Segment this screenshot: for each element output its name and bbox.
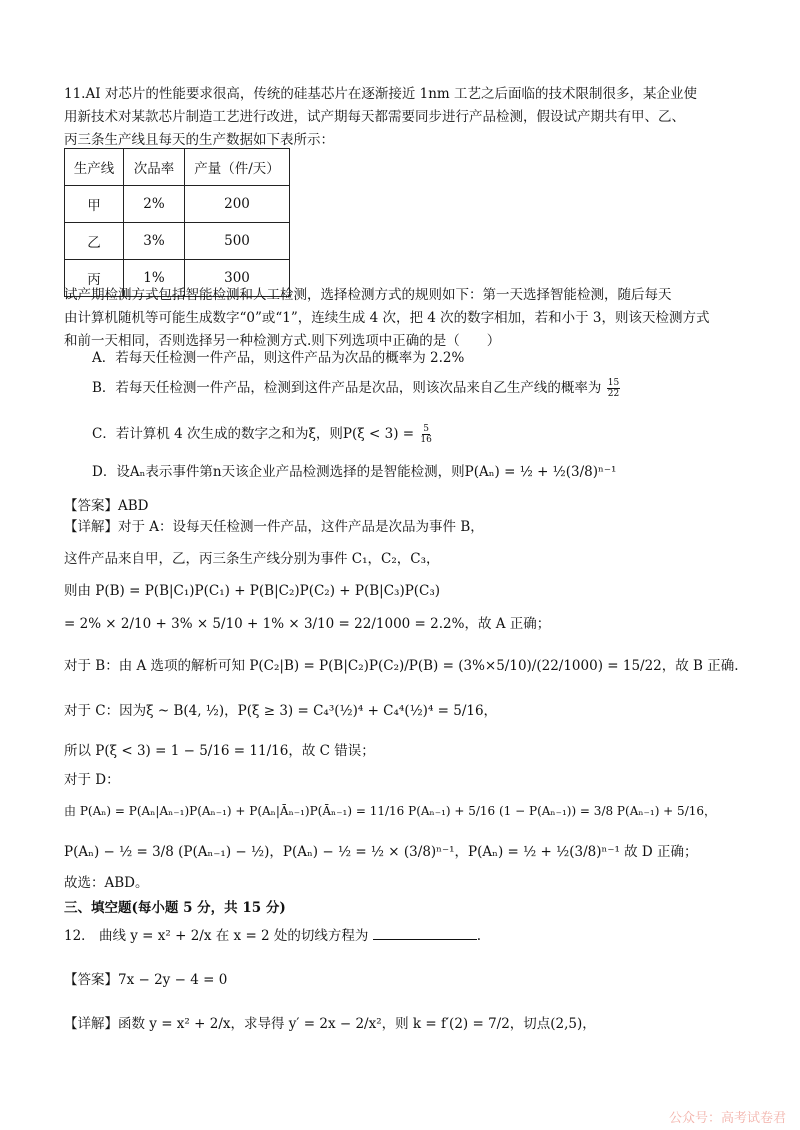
option-b-text: B．若每天任检测一件产品，检测到这件产品是次品，则该次品来自乙生产线的概率为 [92,380,602,396]
fraction-denominator: 16 [420,435,432,445]
table-header-cell: 次品率 [124,149,185,186]
table-cell: 2% [124,186,185,223]
table-cell: 3% [124,223,185,260]
fraction-denominator: 22 [607,389,620,399]
q11-detail-line: 对于 B：由 A 选项的解析可知 P(C₂|B) = P(B|C₂)P(C₂)/P(B) = (3%×5/10)/(22/1000) = 15/22，故 B 正确. [64,658,739,674]
q11-detail-line: 【详解】对于 A：设每天任检测一件产品，这件产品是次品为事件 B， [64,519,484,535]
q12-stem-end: . [476,928,482,944]
q11-detail-line: 对于 D： [64,772,120,788]
table-header-cell: 产量（件/天） [185,149,290,186]
fraction-numerator: 5 [423,424,429,434]
table-cell: 200 [185,186,290,223]
option-c [92,424,434,445]
q11-intro-line-3: 丙三条生产线且每天的生产数据如下表所示： [64,132,334,148]
q12-stem [64,925,481,946]
q11-detail-line: P(Aₙ) − ½ = 3/8 (P(Aₙ₋₁) − ½)，P(Aₙ) − ½ = ½ × (3/8)ⁿ⁻¹，P(Aₙ) = ½ + ½(3/8)ⁿ⁻¹ 故 D 正确； [64,844,698,860]
option-b-fraction [607,378,620,399]
q11-rule-line-1: 试产期检测方式包括智能检测和人工检测，选择检测方式的规则如下：第一天选择智能检测，随后每天 [64,287,672,303]
option-c-fraction [419,424,432,445]
table-row [65,186,290,223]
table-cell: 甲 [65,186,124,223]
q11-rule-line-2: 由计算机随机等可能生成数字“0”或“1”，连续生成 4 次，把 4 次的数字相加，若和小于 3，则该天检测方式 [64,310,710,326]
q11-detail-line: 这件产品来自甲，乙，丙三条生产线分别为事件 C₁，C₂，C₃， [64,551,440,567]
table-cell: 丙 [65,260,124,297]
table-cell: 1% [124,260,185,297]
table-cell: 500 [185,223,290,260]
q12-detail: 【详解】函数 y = x² + 2/x，求导得 y′ = 2x − 2/x²，则 k = f′(2) = 7/2，切点(2,5)， [64,1016,596,1032]
fraction-numerator: 15 [607,378,620,388]
q11-detail-line: 所以 P(ξ < 3) = 1 − 5/16 = 11/16，故 C 错误； [64,743,375,759]
option-b [92,378,621,399]
table-cell: 乙 [65,223,124,260]
q11-detail-line: 故选：ABD。 [64,875,149,891]
watermark: 公众号：高考试卷君 [668,1111,786,1126]
q11-detail-line: 对于 C：因为ξ ~ B(4, ½)，P(ξ ≥ 3) = C₄³(½)⁴ + C₄⁴(½)⁴ = 5/16， [64,703,498,719]
option-a: A．若每天任检测一件产品，则这件产品为次品的概率为 2.2% [92,350,465,366]
table-cell: 300 [185,260,290,297]
table-header-cell: 生产线 [65,149,124,186]
q12-answer: 【答案】7x − 2y − 4 = 0 [64,972,228,988]
table-row [65,223,290,260]
answer-blank [373,925,477,940]
section-heading: 三、填空题(每小题 5 分，共 15 分) [64,900,286,916]
option-c-text: C．若计算机 4 次生成的数字之和为ξ，则P(ξ < 3) = [92,426,415,442]
q11-detail-line: 则由 P(B) = P(B|C₁)P(C₁) + P(B|C₂)P(C₂) + P(B|C₃)P(C₃) [64,583,441,599]
q12-stem-text: 12． 曲线 y = x² + 2/x 在 x = 2 处的切线方程为 [64,928,369,944]
table-header-row [65,149,290,186]
q11-detail-line: = 2% × 2/10 + 3% × 5/10 + 1% × 3/10 = 22/1000 = 2.2%，故 A 正确； [64,616,551,632]
q11-detail-line: 由 P(Aₙ) = P(Aₙ|Aₙ₋₁)P(Aₙ₋₁) + P(Aₙ|Āₙ₋₁)P(Āₙ₋₁) = 11/16 P(Aₙ₋₁) + 5/16 (1 − P(Aₙ₋₁)) = 3/8 P(Aₙ₋₁) + 5/16， [64,804,717,818]
q11-answer: 【答案】ABD [64,498,149,514]
option-d: D．设Aₙ表示事件第n天该企业产品检测选择的是智能检测，则P(Aₙ) = ½ + ½(3/8)ⁿ⁻¹ [92,464,617,480]
q11-intro-line-1: 11.AI 对芯片的性能要求很高，传统的硅基芯片在逐渐接近 1nm 工艺之后面临的技术限制很多，某企业使 [64,86,698,102]
production-table [64,148,290,297]
q11-intro-line-2: 用新技术对某款芯片制造工艺进行改进，试产期每天都需要同步进行产品检测，假设试产期共有甲、乙、 [64,109,685,125]
q11-rule-line-3: 和前一天相同，否则选择另一种检测方式.则下列选项中正确的是（ ） [64,333,501,349]
